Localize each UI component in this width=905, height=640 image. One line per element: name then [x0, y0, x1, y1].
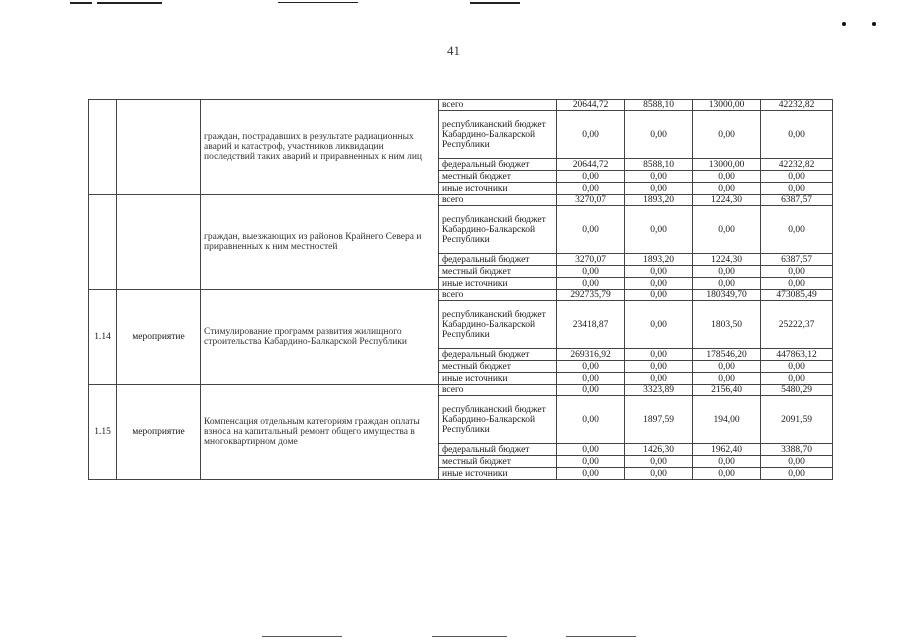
amount-cell-v1: 0,00 — [557, 385, 625, 396]
amount-cell-v3: 178546,20 — [693, 349, 761, 361]
amount-cell-v2: 0,00 — [625, 206, 693, 254]
amount-cell-v4: 0,00 — [761, 278, 833, 290]
funding-source: всего — [439, 195, 557, 206]
item-code: 1.14 — [89, 290, 117, 385]
funding-source: местный бюджет — [439, 456, 557, 468]
amount-cell-v4: 3388,70 — [761, 444, 833, 456]
item-code — [89, 100, 117, 195]
budget-table — [88, 99, 833, 480]
amount-cell-v1: 3270,07 — [557, 254, 625, 266]
amount-cell-v4: 0,00 — [761, 171, 833, 183]
amount-cell-v4: 0,00 — [761, 373, 833, 385]
table-row — [89, 100, 833, 111]
amount-cell-v1: 3270,07 — [557, 195, 625, 206]
amount-cell-v2: 3323,89 — [625, 385, 693, 396]
amount-cell-v3: 0,00 — [693, 468, 761, 480]
amount-cell-v1: 0,00 — [557, 396, 625, 444]
amount-cell-v1: 23418,87 — [557, 301, 625, 349]
amount-cell-v2: 1897,59 — [625, 396, 693, 444]
amount-cell-v4: 0,00 — [761, 206, 833, 254]
scan-artifact-top-left — [70, 2, 92, 4]
amount-cell-v2: 0,00 — [625, 456, 693, 468]
funding-source: федеральный бюджет — [439, 254, 557, 266]
amount-cell-v3: 2156,40 — [693, 385, 761, 396]
amount-cell-v3: 13000,00 — [693, 100, 761, 111]
item-description: Стимулирование программ развития жилищного строительства Кабардино-Балкарской Республики — [201, 290, 439, 385]
amount-cell-v3: 0,00 — [693, 456, 761, 468]
amount-cell-v4: 0,00 — [761, 456, 833, 468]
amount-cell-v1: 269316,92 — [557, 349, 625, 361]
item-kind — [117, 195, 201, 290]
amount-cell-v1: 0,00 — [557, 171, 625, 183]
funding-source: республиканский бюджет Кабардино-Балкарской Республики — [439, 206, 557, 254]
amount-cell-v4: 2091,59 — [761, 396, 833, 444]
amount-cell-v3: 13000,00 — [693, 159, 761, 171]
amount-cell-v4: 6387,57 — [761, 195, 833, 206]
amount-cell-v3: 0,00 — [693, 266, 761, 278]
item-code — [89, 195, 117, 290]
funding-source: федеральный бюджет — [439, 444, 557, 456]
amount-cell-v4: 0,00 — [761, 468, 833, 480]
amount-cell-v3: 0,00 — [693, 373, 761, 385]
amount-cell-v4: 0,00 — [761, 361, 833, 373]
funding-source: всего — [439, 290, 557, 301]
amount-cell-v2: 0,00 — [625, 278, 693, 290]
amount-cell-v2: 0,00 — [625, 290, 693, 301]
scan-artifact-bottom-1 — [262, 636, 342, 637]
amount-cell-v3: 1224,30 — [693, 195, 761, 206]
item-kind: мероприятие — [117, 290, 201, 385]
amount-cell-v2: 0,00 — [625, 361, 693, 373]
funding-source: республиканский бюджет Кабардино-Балкарской Республики — [439, 111, 557, 159]
amount-cell-v2: 1893,20 — [625, 195, 693, 206]
amount-cell-v2: 0,00 — [625, 266, 693, 278]
scan-dot-2 — [872, 22, 876, 26]
item-kind: мероприятие — [117, 385, 201, 480]
funding-source: федеральный бюджет — [439, 159, 557, 171]
funding-source: федеральный бюджет — [439, 349, 557, 361]
amount-cell-v1: 0,00 — [557, 373, 625, 385]
amount-cell-v3: 194,00 — [693, 396, 761, 444]
amount-cell-v2: 0,00 — [625, 373, 693, 385]
funding-source: местный бюджет — [439, 266, 557, 278]
amount-cell-v1: 0,00 — [557, 183, 625, 195]
amount-cell-v2: 0,00 — [625, 111, 693, 159]
amount-cell-v2: 0,00 — [625, 468, 693, 480]
amount-cell-v4: 0,00 — [761, 111, 833, 159]
amount-cell-v1: 0,00 — [557, 361, 625, 373]
amount-cell-v3: 180349,70 — [693, 290, 761, 301]
amount-cell-v4: 0,00 — [761, 266, 833, 278]
funding-source: иные источники — [439, 373, 557, 385]
scan-artifact-bottom-2 — [432, 636, 507, 637]
amount-cell-v4: 25222,37 — [761, 301, 833, 349]
amount-cell-v3: 0,00 — [693, 171, 761, 183]
amount-cell-v3: 0,00 — [693, 361, 761, 373]
amount-cell-v1: 0,00 — [557, 468, 625, 480]
amount-cell-v3: 1962,40 — [693, 444, 761, 456]
funding-source: иные источники — [439, 468, 557, 480]
table-row — [89, 290, 833, 301]
amount-cell-v1: 0,00 — [557, 206, 625, 254]
amount-cell-v4: 6387,57 — [761, 254, 833, 266]
amount-cell-v1: 0,00 — [557, 278, 625, 290]
scan-artifact-bottom-3 — [566, 636, 636, 637]
funding-source: иные источники — [439, 183, 557, 195]
amount-cell-v1: 20644,72 — [557, 159, 625, 171]
table-row — [89, 385, 833, 396]
scan-artifact-top-mid — [278, 2, 358, 3]
funding-source: иные источники — [439, 278, 557, 290]
amount-cell-v3: 0,00 — [693, 111, 761, 159]
amount-cell-v1: 0,00 — [557, 444, 625, 456]
amount-cell-v4: 42232,82 — [761, 100, 833, 111]
funding-source: местный бюджет — [439, 361, 557, 373]
funding-source: всего — [439, 100, 557, 111]
amount-cell-v2: 0,00 — [625, 301, 693, 349]
amount-cell-v3: 0,00 — [693, 206, 761, 254]
funding-source: местный бюджет — [439, 171, 557, 183]
amount-cell-v2: 8588,10 — [625, 100, 693, 111]
amount-cell-v1: 20644,72 — [557, 100, 625, 111]
item-description: граждан, пострадавших в результате радиационных аварий и катастроф, участников ликвидации последствий таких аварий и приравненных к ним лиц — [201, 100, 439, 195]
item-kind — [117, 100, 201, 195]
table-body — [89, 100, 833, 480]
funding-source: республиканский бюджет Кабардино-Балкарской Республики — [439, 396, 557, 444]
amount-cell-v3: 1803,50 — [693, 301, 761, 349]
amount-cell-v3: 0,00 — [693, 278, 761, 290]
scan-artifact-top-left-2 — [97, 2, 162, 4]
amount-cell-v4: 0,00 — [761, 183, 833, 195]
amount-cell-v1: 292735,79 — [557, 290, 625, 301]
amount-cell-v1: 0,00 — [557, 266, 625, 278]
amount-cell-v4: 473085,49 — [761, 290, 833, 301]
funding-source: республиканский бюджет Кабардино-Балкарской Республики — [439, 301, 557, 349]
funding-source: всего — [439, 385, 557, 396]
amount-cell-v4: 42232,82 — [761, 159, 833, 171]
amount-cell-v1: 0,00 — [557, 456, 625, 468]
page-number: 41 — [447, 43, 460, 58]
amount-cell-v2: 0,00 — [625, 171, 693, 183]
amount-cell-v4: 5480,29 — [761, 385, 833, 396]
scan-artifact-top-right — [470, 2, 520, 4]
table-row — [89, 195, 833, 206]
amount-cell-v2: 8588,10 — [625, 159, 693, 171]
item-code: 1.15 — [89, 385, 117, 480]
amount-cell-v2: 0,00 — [625, 349, 693, 361]
amount-cell-v2: 1426,30 — [625, 444, 693, 456]
amount-cell-v4: 447863,12 — [761, 349, 833, 361]
scan-dot-1 — [842, 22, 846, 26]
item-description: Компенсация отдельным категориям граждан оплаты взноса на капитальный ремонт общего имущества в многоквартирном доме — [201, 385, 439, 480]
amount-cell-v2: 1893,20 — [625, 254, 693, 266]
amount-cell-v3: 0,00 — [693, 183, 761, 195]
amount-cell-v2: 0,00 — [625, 183, 693, 195]
amount-cell-v3: 1224,30 — [693, 254, 761, 266]
item-description: граждан, выезжающих из районов Крайнего Севера и приравненных к ним местностей — [201, 195, 439, 290]
amount-cell-v1: 0,00 — [557, 111, 625, 159]
